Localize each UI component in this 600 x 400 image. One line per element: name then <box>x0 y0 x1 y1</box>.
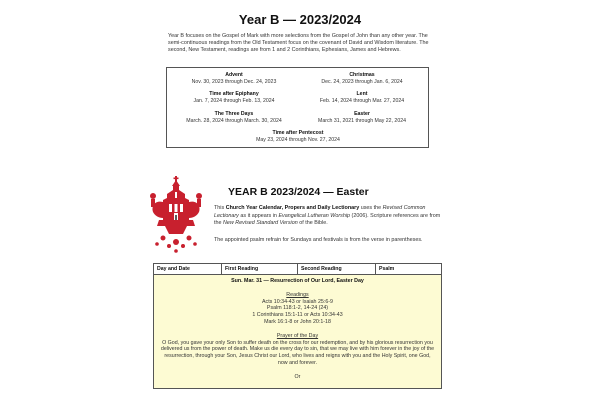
reading-item: Mark 16:1-8 or John 20:1-18 <box>264 318 331 325</box>
reading-item: Acts 10:34-43 or Isaiah 25:6-9 <box>262 298 333 305</box>
season-easter <box>298 111 426 124</box>
lectionary-description: This Church Year Calendar, Propers and Daily Lectionary uses the Revised Common Lectionary as it appears in Evangelical Lutheran Worship (2006). Scripture references are from the New Revised Standard Version of the Bible. <box>214 205 441 227</box>
season-name: Time after Epiphany <box>209 91 259 97</box>
season-name: Time after Pentecost <box>272 130 324 136</box>
season-dates: May 23, 2024 through Nov. 27, 2024 <box>256 136 340 143</box>
readings-heading: Readings <box>286 291 309 298</box>
season-name: The Three Days <box>214 111 254 117</box>
season-dates: Feb. 14, 2024 through Mar. 27, 2024 <box>319 97 405 104</box>
header-first-reading: First Reading <box>222 264 298 274</box>
season-three-days <box>170 111 298 124</box>
reading-item: 1 Corinthians 15:1-11 or Acts 10:34-43 <box>252 312 343 319</box>
section-title: YEAR B 2023/2024 — Easter <box>228 186 369 198</box>
header-second-reading: Second Reading <box>298 264 376 274</box>
season-christmas <box>298 72 426 85</box>
year-title: Year B — 2023/2024 <box>238 12 362 27</box>
table-day-cell <box>154 275 441 381</box>
season-dates: Nov. 30, 2023 through Dec. 24, 2023 <box>191 78 277 85</box>
header-psalm: Psalm <box>379 266 395 272</box>
season-epiphany <box>170 91 298 104</box>
season-lent <box>298 91 426 104</box>
year-intro-text: Year B focuses on the Gospel of Mark with more selections from the Gospel of John than any other year. The semi-continuous readings from the Old Testament focus on the covenant of David and Wisdom literature. The second, New Testament, readings are from 1 and 2 Corinthians, Ephesians, James and Hebrews. <box>168 33 429 54</box>
season-advent <box>170 72 298 85</box>
season-dates-box <box>166 67 429 148</box>
season-dates: March. 28, 2024 through March. 30, 2024 <box>186 117 282 124</box>
reading-item: Psalm 118:1-2, 14-24 (24) <box>266 305 329 312</box>
table-header-row <box>154 264 441 275</box>
church-emblem-icon <box>145 176 207 256</box>
season-name: Easter <box>354 111 370 117</box>
season-pentecost <box>234 130 362 143</box>
lectionary-table <box>153 263 442 389</box>
season-dates: March 31, 2021 through May 22, 2024 <box>318 117 406 124</box>
prayer-text: O God, you gave your only Son to suffer death on the cross for our redemption, and by his glorious resurrection you delivered us from the power of death. Make us die every day to sin, that we may live with him forever in the joy of the resurrection, through your Son, Jesus Christ our Lord, who lives and reigns with you and the Holy Spirit, one God, now and forever. <box>160 339 435 366</box>
or-separator: Or <box>294 373 301 380</box>
season-name: Advent <box>225 72 243 78</box>
psalm-refrain-note: The appointed psalm refrain for Sundays and festivals is from the verse in parentheses. <box>214 237 423 243</box>
season-dates: Jan. 7, 2024 through Feb. 13, 2024 <box>193 97 275 104</box>
day-title: Sun. Mar. 31 — Resurrection of Our Lord, Easter Day <box>231 278 364 284</box>
prayer-heading: Prayer of the Day <box>276 332 319 339</box>
season-dates: Dec. 24, 2023 through Jan. 6, 2024 <box>321 78 403 85</box>
season-name: Lent <box>356 91 368 97</box>
season-name: Christmas <box>349 72 375 78</box>
header-day-date: Day and Date <box>154 264 222 274</box>
